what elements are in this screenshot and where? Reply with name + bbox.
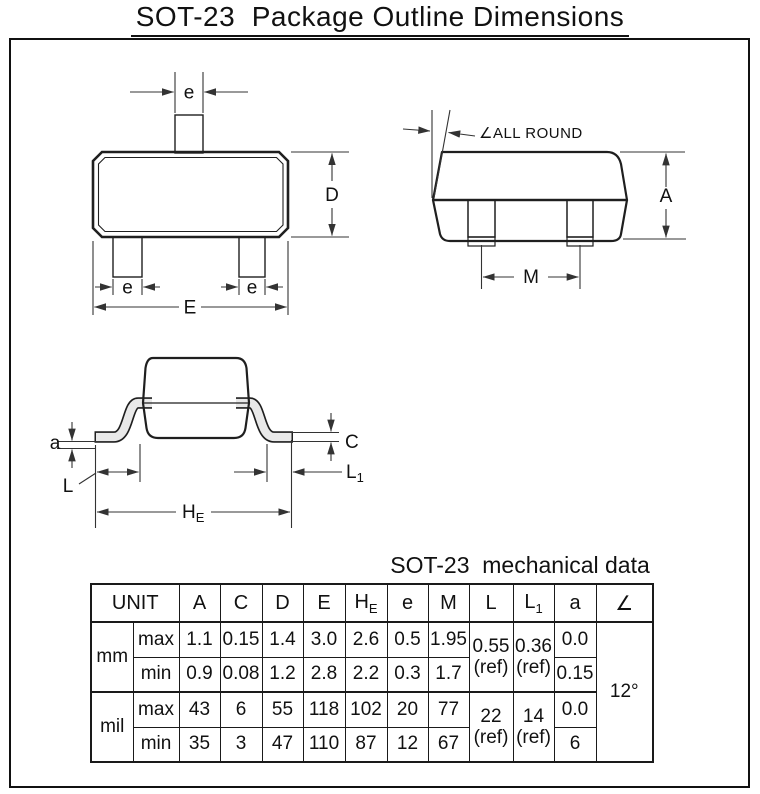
col-header-e: e: [387, 584, 428, 622]
front-view-body-inner: [99, 158, 284, 232]
table-row-mil-max: [91, 692, 653, 727]
col-header-a: a: [554, 584, 596, 622]
draft-angle-callout: [403, 110, 583, 198]
value-cell: 0.15: [220, 622, 262, 657]
dim-e-bottom-right: [221, 278, 283, 299]
front-view-right-pin: [239, 237, 265, 277]
dim-d: [291, 152, 349, 237]
ref-cell-L1-mm: 0.36 (ref): [513, 622, 554, 692]
value-cell: 102: [345, 692, 387, 727]
dim-label-e-overall: E: [183, 297, 197, 319]
table-row-mm-min: [91, 657, 653, 692]
value-cell: 1.95: [428, 622, 469, 657]
value-cell: 3.0: [303, 622, 345, 657]
col-header-D: D: [262, 584, 303, 622]
col-header-C: C: [220, 584, 262, 622]
dim-label-a-height: A: [659, 186, 673, 207]
perspective-top-face: [433, 152, 627, 200]
side-view-drawing: [48, 345, 398, 540]
ref-cell-L-mm: 0.55 (ref): [469, 622, 513, 692]
dim-label-e-top: e: [183, 82, 195, 104]
dim-standoff-a: [50, 422, 96, 468]
col-header-A: A: [179, 584, 220, 622]
value-cell: 55: [262, 692, 303, 727]
perspective-pins: [468, 200, 593, 246]
value-cell: 20: [387, 692, 428, 727]
value-cell: 43: [179, 692, 220, 727]
page-title-text: SOT-23 Package Outline Dimensions: [131, 1, 630, 37]
dim-label-e-right: e: [246, 277, 258, 299]
ref-cell-L-mil: 22 (ref): [469, 692, 513, 762]
col-header-unit: UNIT: [91, 584, 179, 622]
dim-thickness-c: [291, 413, 359, 461]
dim-foot-l: [63, 444, 140, 528]
limit-cell: min: [133, 727, 179, 762]
dim-label-standoff: a: [49, 433, 61, 454]
value-cell: 118: [303, 692, 345, 727]
value-cell: 2.8: [303, 657, 345, 692]
value-cell: 3: [220, 727, 262, 762]
limit-cell: max: [133, 692, 179, 727]
value-cell: 0.15: [554, 657, 596, 692]
side-view-body: [143, 358, 249, 438]
perspective-front-face: [433, 200, 627, 241]
dim-e-bottom-left: [95, 278, 160, 299]
value-cell: 1.4: [262, 622, 303, 657]
col-header-HE: $H_E$: [345, 584, 387, 622]
angle-cell: 12°: [596, 622, 653, 762]
value-cell: 6: [554, 727, 596, 762]
dim-label-foot1: $L_1$: [346, 462, 364, 485]
value-cell: 0.5: [387, 622, 428, 657]
dim-label-m: M: [523, 267, 539, 288]
limit-cell: min: [133, 657, 179, 692]
col-header-E: E: [303, 584, 345, 622]
page-title: [0, 1, 760, 37]
value-cell: 2.6: [345, 622, 387, 657]
value-cell: 2.2: [345, 657, 387, 692]
value-cell: 0.0: [554, 692, 596, 727]
dim-label-span: $H_E$: [182, 502, 205, 525]
value-cell: 35: [179, 727, 220, 762]
front-view-drawing: [60, 60, 390, 325]
mechanical-data-table: [90, 583, 654, 763]
all-round-note: ∠ALL ROUND: [479, 125, 583, 142]
dim-m: [482, 245, 581, 289]
unit-cell-mil: mil: [91, 692, 133, 762]
dim-label-d: D: [325, 185, 339, 206]
ref-cell-L1-mil: 14 (ref): [513, 692, 554, 762]
value-cell: 47: [262, 727, 303, 762]
value-cell: 0.9: [179, 657, 220, 692]
dim-e-top: [130, 72, 248, 113]
value-cell: 1.2: [262, 657, 303, 692]
dim-label-foot: L: [62, 476, 74, 497]
value-cell: 0.3: [387, 657, 428, 692]
value-cell: 1.1: [179, 622, 220, 657]
value-cell: 67: [428, 727, 469, 762]
front-view-top-pin: [175, 115, 203, 153]
limit-cell: max: [133, 622, 179, 657]
dim-a-height: [620, 152, 686, 239]
col-header-L1: $L_1$: [513, 584, 554, 622]
table-row-mm-max: [91, 622, 653, 657]
value-cell: 0.0: [554, 622, 596, 657]
side-view-leads: [95, 403, 294, 437]
value-cell: 87: [345, 727, 387, 762]
col-header-angle: ∠: [596, 584, 653, 622]
dim-span-he: [97, 502, 290, 525]
front-view-body: [93, 152, 288, 237]
value-cell: 0.08: [220, 657, 262, 692]
value-cell: 110: [303, 727, 345, 762]
col-header-M: M: [428, 584, 469, 622]
unit-cell-mm: mm: [91, 622, 133, 692]
table-header-row: [91, 584, 653, 622]
value-cell: 1.7: [428, 657, 469, 692]
col-header-L: L: [469, 584, 513, 622]
table-title: SOT-23 mechanical data: [390, 552, 650, 578]
dim-foot-l1: [234, 440, 364, 528]
perspective-view-drawing: [395, 105, 740, 305]
dim-label-thickness: C: [345, 432, 359, 453]
table-row-mil-min: [91, 727, 653, 762]
dim-label-e-left: e: [122, 277, 133, 299]
value-cell: 77: [428, 692, 469, 727]
value-cell: 12: [387, 727, 428, 762]
value-cell: 6: [220, 692, 262, 727]
front-view-left-pin: [113, 237, 142, 277]
